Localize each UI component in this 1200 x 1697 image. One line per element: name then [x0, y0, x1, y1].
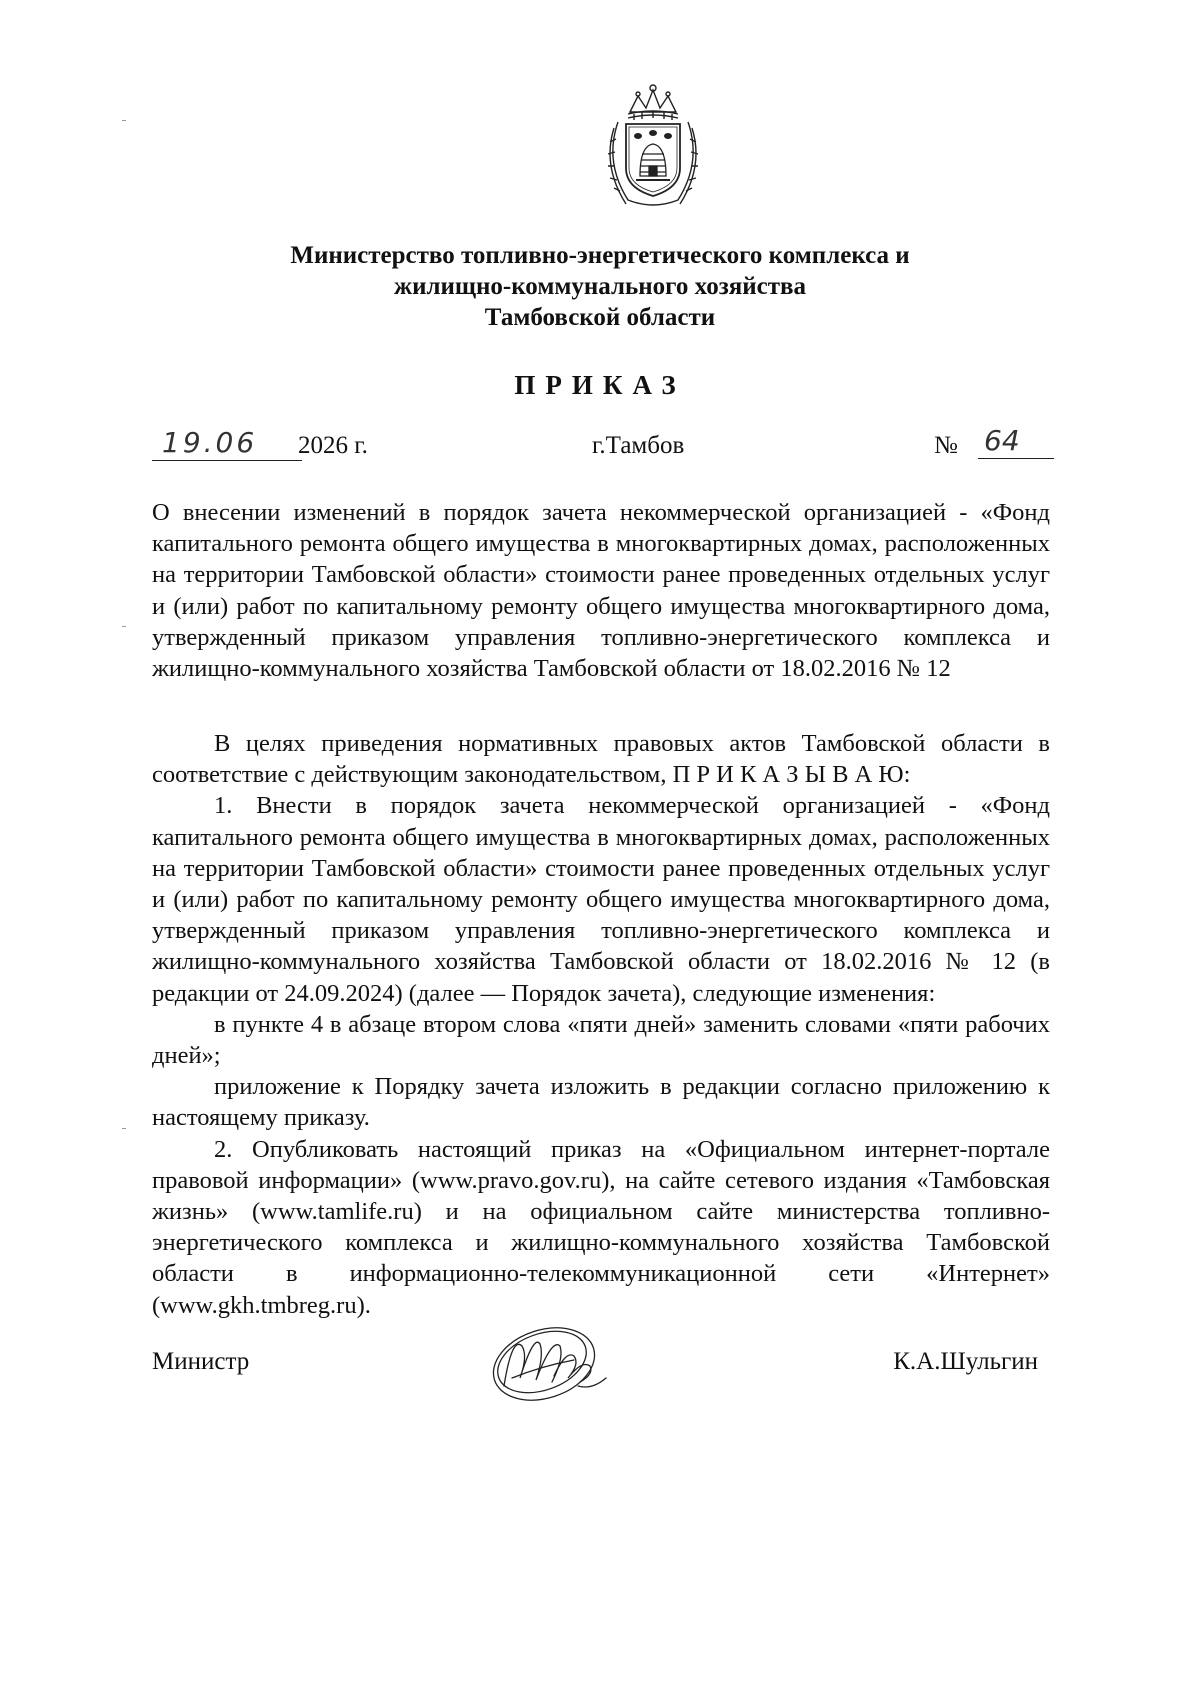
handwritten-number: 64 [978, 424, 1054, 459]
coat-of-arms-icon [598, 82, 708, 210]
date-line [152, 424, 1050, 472]
number-label: № [934, 432, 958, 459]
document-type-heading: ПРИКАЗ [514, 370, 686, 400]
handwritten-signature-icon [482, 1316, 612, 1406]
document-subject: О внесении изменений в порядок зачета некоммерческой организацией - «Фонд капитального ремонта общего имущества в многоквартирных домах, расположенных на территории Тамбовской области» стоимости ранее проведенных отдельных услуг и (или) работ по капитальному ремонту общего имущества многоквартирного дома, утвержденный приказом управления топливно-энергетического комплекса и жилищно-коммунального хозяйства Тамбовской области от 18.02.2016 № 12 [152, 499, 1050, 683]
preamble-paragraph: В целях приведения нормативных правовых актов Тамбовской области в соответствие с действующим законодательством, П Р И К А З Ы В А Ю: [152, 730, 1050, 789]
scan-mark [122, 626, 126, 627]
item-1-change-a: в пункте 4 в абзаце втором слова «пяти дней» заменить словами «пяти рабочих дней»; [152, 1010, 1050, 1070]
document-body [152, 728, 1050, 1321]
document-city: г.Тамбов [592, 432, 685, 459]
scan-mark [122, 1128, 126, 1129]
document-year: 2026 г. [298, 432, 368, 459]
signature-block [152, 1338, 1050, 1438]
item-1-paragraph: 1. Внести в порядок зачета некоммерческой организацией - «Фонд капитального ремонта общего имущества в многоквартирных домах, расположенных на территории Тамбовской области» стоимости ранее проведенных отдельных услуг и (или) работ по капитальному ремонту общего имущества многоквартирного дома, утвержденный приказом управления топливно-энергетического комплекса и жилищно-коммунального хозяйства Тамбовской области от 18.02.2016 № 12 (в редакции от 24.09.2024) (далее — Порядок зачета), следующие изменения: [152, 792, 1050, 1007]
ministry-line: жилищно-коммунального хозяйства [393, 273, 807, 300]
scan-mark [122, 120, 126, 121]
item-2-paragraph: 2. Опубликовать настоящий приказ на «Официальном интернет-портале правовой информации» (www.pravo.gov.ru), на сайте сетевого издания «Тамбовская жизнь» (www.tamlife.ru) и на официальном сайте министерства топливно-энергетического комплекса и жилищно-коммунального хозяйства Тамбовской области в информационно-телекоммуникационной сети «Интернет» (www.gkh.tmbreg.ru). [152, 1135, 1050, 1319]
ministry-line: Министерство топливно-энергетического комплекса и [290, 242, 910, 269]
ministry-name [150, 240, 1050, 333]
signer-name: К.А.Шульгин [893, 1348, 1038, 1375]
signer-title: Министр [152, 1348, 250, 1375]
handwritten-date: 19.06 [152, 426, 302, 461]
ministry-line: Тамбовской области [484, 304, 716, 331]
item-1-change-b: приложение к Порядку зачета изложить в редакции согласно приложению к настоящему приказу. [152, 1073, 1050, 1132]
